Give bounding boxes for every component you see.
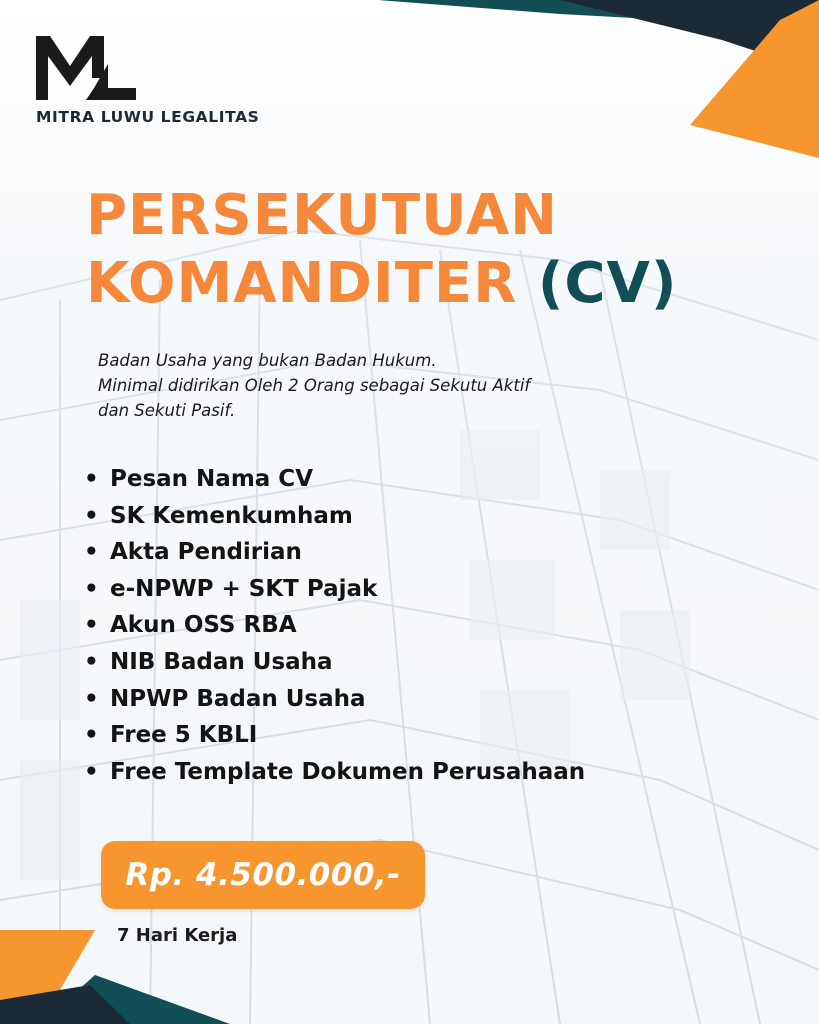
feature-label: Pesan Nama CV [110, 466, 313, 492]
feature-item [84, 644, 585, 681]
ml-logo-icon [36, 32, 136, 102]
feature-label: Akun OSS RBA [110, 612, 297, 639]
bullet-icon: • [84, 502, 99, 529]
bullet-icon: • [84, 539, 99, 566]
logo [36, 32, 136, 102]
feature-item [84, 498, 585, 535]
price-label: Rp. 4.500.000,- [125, 857, 401, 893]
title-accent: (CV) [537, 251, 678, 316]
feature-label: Free Template Dokumen Perusahaan [110, 758, 586, 785]
bullet-icon: • [84, 575, 99, 602]
description [98, 348, 530, 423]
title-line-2 [86, 250, 677, 318]
bullet-icon: • [84, 612, 99, 639]
feature-label: SK Kemenkumham [110, 502, 353, 529]
feature-item [84, 754, 585, 791]
duration-label: 7 Hari Kerja [117, 925, 238, 946]
bullet-icon: • [84, 648, 99, 675]
bullet-icon: • [84, 722, 99, 749]
feature-item [84, 534, 585, 571]
feature-label: NIB Badan Usaha [110, 648, 333, 675]
description-line: Minimal didirikan Oleh 2 Orang sebagai Sekutu Aktif [98, 376, 531, 395]
brand-name: MITRA LUWU LEGALITAS [36, 108, 260, 126]
bullet-icon: • [84, 758, 99, 785]
feature-label: Free 5 KBLI [110, 722, 258, 749]
price-badge [101, 841, 425, 909]
bullet-icon: • [84, 685, 99, 712]
feature-item [84, 461, 585, 498]
feature-item [84, 607, 585, 644]
description-line: dan Sekuti Pasif. [98, 401, 236, 420]
feature-item [84, 681, 585, 718]
title-line-1: PERSEKUTUAN [86, 183, 559, 248]
bullet-icon: • [84, 466, 99, 492]
page-title [86, 182, 677, 318]
feature-item [84, 571, 585, 608]
feature-label: NPWP Badan Usaha [110, 685, 366, 712]
title-line-2-main: KOMANDITER [86, 251, 518, 316]
feature-label: Akta Pendirian [110, 539, 302, 566]
feature-list [84, 461, 585, 790]
feature-label: e-NPWP + SKT Pajak [110, 575, 378, 602]
feature-item [84, 717, 585, 754]
description-line: Badan Usaha yang bukan Badan Hukum. [98, 351, 437, 370]
